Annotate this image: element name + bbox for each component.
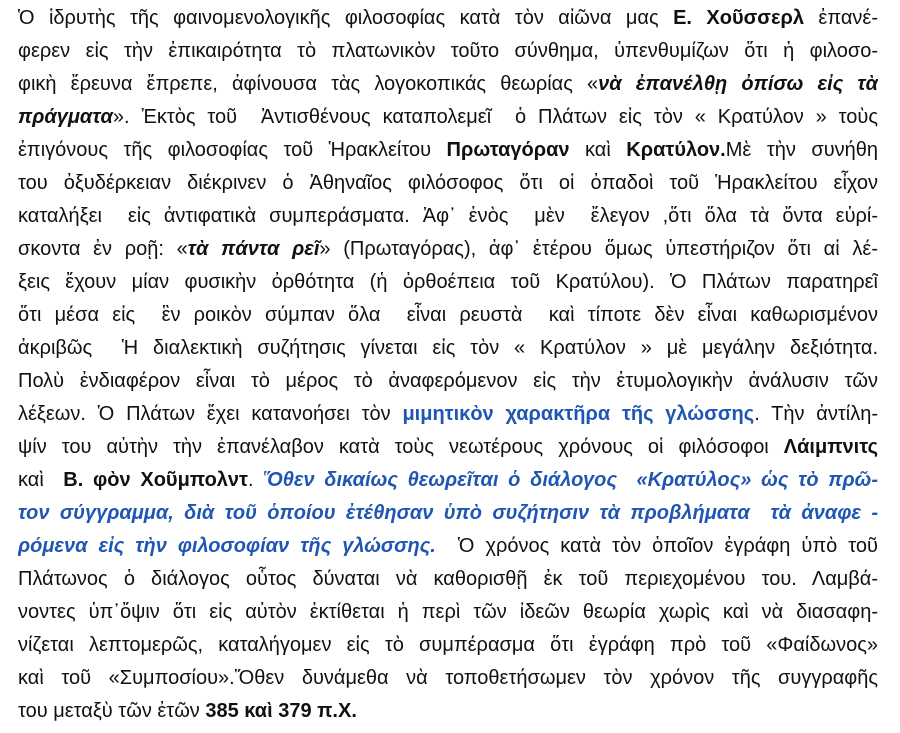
text-run: Πολὺ ἐνδιαφέρον εἶναι τὸ μέρος τὸ ἀναφερόμενον εἰς τὴν ἐτυμολογικὴν ἀνάλυσιν τῶν xyxy=(18,370,878,392)
text-line xyxy=(18,200,878,233)
text-line xyxy=(18,464,878,497)
emphasized-text: ρόμενα εἰς τὴν φιλοσοφίαν τῆς γλώσσης. xyxy=(18,535,447,557)
emphasized-text: τὰ πάντα ρεῖ xyxy=(187,238,320,260)
text-line xyxy=(18,629,878,662)
text-run: ἐπιγόνους τῆς φιλοσοφίας τοῦ Ἡρακλείτου xyxy=(18,139,447,161)
text-run: ἐπανέ- xyxy=(803,7,878,29)
text-line xyxy=(18,233,878,266)
text-line xyxy=(18,101,878,134)
text-line xyxy=(18,2,878,35)
text-line xyxy=(18,266,878,299)
text-run: ». Ἐκτὸς τοῦ Ἀντισθένους καταπολεμεῖ ὁ Πλάτων εἰς τὸν « Κρατύλον » τοὺς xyxy=(112,106,878,128)
text-line xyxy=(18,134,878,167)
text-line xyxy=(18,167,878,200)
text-line xyxy=(18,497,878,530)
text-run: καὶ xyxy=(569,139,627,161)
text-run: νίζεται λεπτομερῶς, καταλήγομεν εἰς τὸ συμπέρασμα ὅτι ἐγράφη πρὸ τοῦ «Φαίδωνος» xyxy=(18,634,878,656)
text-run: ἀκριβῶς Ἡ διαλεκτικὴ συζήτησις γίνεται εἰς τὸν « Κρατύλον » μὲ μεγάλην δεξιότητα. xyxy=(18,337,878,359)
emphasized-text: μιμητικὸν χαρακτῆρα τῆς γλώσσης xyxy=(402,403,755,425)
text-line xyxy=(18,35,878,68)
text-run: λέξεων. Ὁ Πλάτων ἔχει κατανοήσει τὸν xyxy=(18,403,403,425)
text-run: » (Πρωταγόρας), ἀφ᾽ ἑτέρου ὅμως ὑπεστήριζον ὅτι αἱ λέ- xyxy=(319,238,878,260)
text-run: ξεις ἔχουν μίαν φυσικὴν ὀρθότητα (ἡ ὀρθοέπεια τοῦ Κρατύλου). Ὁ Πλάτων παρατηρεῖ xyxy=(18,271,878,293)
text-run: φικὴ ἔρευνα ἔπρεπε, ἀφίνουσα τὰς λογοκοπικάς θεωρίας « xyxy=(18,73,599,95)
text-line xyxy=(18,299,878,332)
emphasized-text: νὰ ἐπανέλθῃ ὀπίσω εἰς τὰ xyxy=(598,73,878,95)
text-run: . xyxy=(247,469,264,491)
emphasized-text: Β. φὸν Χοῦμπολντ xyxy=(63,469,248,491)
text-run: Πλάτωνος ὁ διάλογος οὗτος δύναται νὰ καθορισθῇ ἐκ τοῦ περιεχομένου του. Λαμβά- xyxy=(18,568,878,590)
text-run: καταλήξει εἰς ἀντιφατικὰ συμπεράσματα. Ἀφ᾽ ἑνὸς μὲν ἔλεγον ,ὅτι ὅλα τὰ ὄντα εὑρί- xyxy=(18,205,878,227)
text-run: ὅτι μέσα εἰς ἓν ροικὸν σύμπαν ὅλα εἶναι ρευστὰ καὶ τίποτε δὲν εἶναι καθωρισμένον xyxy=(18,304,878,326)
emphasized-text: πράγματα xyxy=(18,106,113,128)
text-line xyxy=(18,332,878,365)
text-run: Ὁ χρόνος κατὰ τὸν ὁποῖον ἐγράφη ὑπὸ τοῦ xyxy=(446,535,878,557)
emphasized-text: Πρωταγόραν xyxy=(446,139,570,161)
text-line xyxy=(18,530,878,563)
text-run: φερεν εἰς τὴν ἐπικαιρότητα τὸ πλατωνικὸν τοῦτο σύνθημα, ὑπενθυμίζων ὅτι ἡ φιλοσο- xyxy=(18,40,878,62)
text-line xyxy=(18,662,878,695)
text-line xyxy=(18,431,878,464)
text-run: καὶ xyxy=(18,469,64,491)
text-run: του ὀξυδέρκειαν διέκρινεν ὁ Ἀθηναῖος φιλόσοφος ὅτι οἱ ὀπαδοὶ τοῦ Ἡρακλείτου εἶχον xyxy=(18,172,878,194)
emphasized-text: τον σύγγραμμα, διὰ τοῦ ὁποίου ἐτέθησαν ὑπὸ συζήτησιν τὰ προβλήματα τὰ ἀναφε - xyxy=(18,502,878,524)
text-run: ψίν του αὐτὴν τὴν ἐπανέλαβον κατὰ τοὺς νεωτέρους χρόνους οἱ φιλόσοφοι xyxy=(18,436,784,458)
text-run: σκοντα ἐν ροῇ: « xyxy=(18,238,188,260)
text-run: Ὁ ἱδρυτὴς τῆς φαινομενολογικῆς φιλοσοφίας κατὰ τὸν αἰῶνα μας xyxy=(18,7,674,29)
emphasized-text: Λάιμπνιτς xyxy=(783,436,878,458)
text-run: Μὲ τὴν συνήθη xyxy=(725,139,878,161)
text-line xyxy=(18,596,878,629)
emphasized-text: 385 καὶ 379 π.Χ. xyxy=(205,700,357,722)
text-run: του μεταξὺ τῶν ἐτῶν xyxy=(18,700,206,722)
text-run: νοντες ὑπ᾽ὄψιν ὅτι εἰς αὐτὸν ἐκτίθεται ἡ περὶ τῶν ἰδεῶν θεωρία χωρὶς καὶ νὰ διασαφη- xyxy=(18,601,878,623)
text-line xyxy=(18,563,878,596)
text-run: . Τὴν ἀντίλη- xyxy=(754,403,878,425)
text-line xyxy=(18,695,878,728)
text-line xyxy=(18,68,878,101)
text-run: καὶ τοῦ «Συμποσίου».Ὅθεν δυνάμεθα νὰ τοποθετήσωμεν τὸν χρόνον τῆς συγγραφῆς xyxy=(18,667,878,689)
emphasized-text: Ε. Χοῦσσερλ xyxy=(673,7,804,29)
text-line xyxy=(18,365,878,398)
text-line xyxy=(18,398,878,431)
emphasized-text: Ὅθεν δικαίως θεωρεῖται ὁ διάλογος «Κρατύλος» ὡς τὸ πρῶ- xyxy=(263,469,878,491)
emphasized-text: Κρατύλον. xyxy=(626,139,726,161)
